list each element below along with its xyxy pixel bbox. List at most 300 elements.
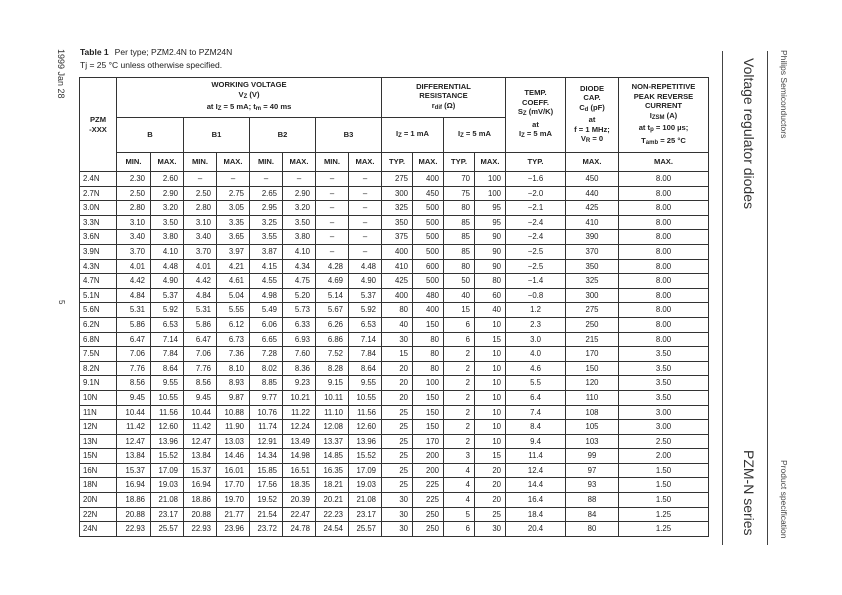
value-cell: 15.37 xyxy=(184,463,217,478)
value-cell: 93 xyxy=(566,478,619,493)
value-cell: −2.4 xyxy=(506,215,566,230)
value-cell: 108 xyxy=(566,405,619,420)
value-cell: 11.42 xyxy=(117,420,151,435)
value-cell: – xyxy=(316,172,349,187)
value-cell: 3.25 xyxy=(250,215,283,230)
value-cell: 12.24 xyxy=(283,420,316,435)
value-cell: 15.52 xyxy=(151,449,184,464)
value-cell: 30 xyxy=(382,493,413,508)
subheader-cell: MAX. xyxy=(151,153,184,172)
value-cell: 4.98 xyxy=(250,288,283,303)
document-date: 1999 Jan 28 xyxy=(56,49,66,99)
value-cell: −2.5 xyxy=(506,259,566,274)
value-cell: 85 xyxy=(444,215,475,230)
table-row xyxy=(80,361,709,376)
value-cell: 3.50 xyxy=(619,347,709,362)
value-cell: 4.42 xyxy=(117,274,151,289)
value-cell: 5.55 xyxy=(217,303,250,318)
value-cell: 8.4 xyxy=(506,420,566,435)
type-cell: 2.4N xyxy=(80,172,117,187)
value-cell: 15 xyxy=(475,449,506,464)
document-type: Product specification xyxy=(779,460,789,539)
type-cell: 9.1N xyxy=(80,376,117,391)
value-cell: 250 xyxy=(413,507,444,522)
value-cell: 99 xyxy=(566,449,619,464)
value-cell: 14.85 xyxy=(316,449,349,464)
value-cell: 150 xyxy=(413,405,444,420)
value-cell: 20.39 xyxy=(283,493,316,508)
header-working-voltage: WORKING VOLTAGE $V_Z$ (V) at $I_Z = 5$ mA; $t_m = 40$ ms xyxy=(117,78,382,118)
value-cell: 440 xyxy=(566,186,619,201)
value-cell: 11.10 xyxy=(316,405,349,420)
type-cell: 6.8N xyxy=(80,332,117,347)
value-cell: 10 xyxy=(475,434,506,449)
value-cell: 3.70 xyxy=(117,244,151,259)
value-cell: 7.28 xyxy=(250,347,283,362)
value-cell: 6.47 xyxy=(184,332,217,347)
value-cell: 2.50 xyxy=(619,434,709,449)
value-cell: 85 xyxy=(444,244,475,259)
value-cell: 300 xyxy=(382,186,413,201)
value-cell: 3.65 xyxy=(217,230,250,245)
value-cell: 4 xyxy=(444,493,475,508)
value-cell: 500 xyxy=(413,244,444,259)
value-cell: – xyxy=(349,172,382,187)
value-cell: 25 xyxy=(382,434,413,449)
value-cell: 80 xyxy=(413,332,444,347)
value-cell: 400 xyxy=(382,244,413,259)
value-cell: 5.92 xyxy=(151,303,184,318)
value-cell: 390 xyxy=(566,230,619,245)
type-cell: 8.2N xyxy=(80,361,117,376)
value-cell: 15 xyxy=(382,347,413,362)
group-iz-1ma: $I_Z = 1$ mA xyxy=(382,118,444,153)
value-cell: 19.03 xyxy=(349,478,382,493)
document-title: Voltage regulator diodes xyxy=(741,58,757,209)
value-cell: 97 xyxy=(566,463,619,478)
value-cell: 275 xyxy=(566,303,619,318)
value-cell: 11.56 xyxy=(349,405,382,420)
value-cell: 3.35 xyxy=(217,215,250,230)
subheader-cell: TYP. xyxy=(444,153,475,172)
type-cell: 7.5N xyxy=(80,347,117,362)
value-cell: 10 xyxy=(475,420,506,435)
value-cell: 13.37 xyxy=(316,434,349,449)
value-cell: 22.47 xyxy=(283,507,316,522)
value-cell: 80 xyxy=(413,347,444,362)
value-cell: 2.75 xyxy=(217,186,250,201)
value-cell: 10.88 xyxy=(217,405,250,420)
value-cell: 7.60 xyxy=(283,347,316,362)
value-cell: −2.5 xyxy=(506,244,566,259)
table-row xyxy=(80,230,709,245)
header-diode-cap: DIODE CAP. $C_d$ (pF) at f = 1 MHz; $V_R = 0$ xyxy=(566,78,619,153)
value-cell: 11.22 xyxy=(283,405,316,420)
value-cell: 8.85 xyxy=(250,376,283,391)
value-cell: – xyxy=(316,244,349,259)
value-cell: 100 xyxy=(475,172,506,187)
value-cell: 8.00 xyxy=(619,288,709,303)
value-cell: 6.53 xyxy=(349,317,382,332)
value-cell: 9.77 xyxy=(250,390,283,405)
subheader-cell: MAX. xyxy=(413,153,444,172)
value-cell: 60 xyxy=(475,288,506,303)
value-cell: 4 xyxy=(444,478,475,493)
value-cell: – xyxy=(349,244,382,259)
value-cell: – xyxy=(184,172,217,187)
value-cell: 1.50 xyxy=(619,493,709,508)
value-cell: 3.80 xyxy=(151,230,184,245)
type-cell: 15N xyxy=(80,449,117,464)
value-cell: 1.2 xyxy=(506,303,566,318)
table-label: Table 1 xyxy=(80,47,109,57)
value-cell: 10 xyxy=(475,317,506,332)
value-cell: 12.60 xyxy=(151,420,184,435)
value-cell: 6 xyxy=(444,332,475,347)
value-cell: 2.3 xyxy=(506,317,566,332)
value-cell: 8.00 xyxy=(619,201,709,216)
value-cell: 8.02 xyxy=(250,361,283,376)
value-cell: 3.50 xyxy=(619,376,709,391)
value-cell: 9.15 xyxy=(316,376,349,391)
value-cell: 40 xyxy=(475,303,506,318)
value-cell: 2.95 xyxy=(250,201,283,216)
value-cell: 2 xyxy=(444,434,475,449)
value-cell: 1.25 xyxy=(619,522,709,537)
value-cell: 7.84 xyxy=(151,347,184,362)
table-row xyxy=(80,478,709,493)
value-cell: 20 xyxy=(382,390,413,405)
value-cell: 4.01 xyxy=(184,259,217,274)
value-cell: 80 xyxy=(475,274,506,289)
value-cell: 275 xyxy=(382,172,413,187)
value-cell: 15 xyxy=(444,303,475,318)
value-cell: 8.93 xyxy=(217,376,250,391)
value-cell: 19.03 xyxy=(151,478,184,493)
value-cell: 12.60 xyxy=(349,420,382,435)
value-cell: 5.86 xyxy=(184,317,217,332)
header-temp-coeff: TEMP. COEFF. $S_Z$ (mV/K) at $I_Z = 5$ mA xyxy=(506,78,566,153)
value-cell: 18.86 xyxy=(117,493,151,508)
group-b3: B3 xyxy=(316,118,382,153)
value-cell: – xyxy=(316,201,349,216)
value-cell: 350 xyxy=(382,215,413,230)
type-cell: 3.9N xyxy=(80,244,117,259)
value-cell: 20 xyxy=(475,463,506,478)
value-cell: 6.86 xyxy=(316,332,349,347)
value-cell: 4.48 xyxy=(151,259,184,274)
value-cell: 19.70 xyxy=(217,493,250,508)
value-cell: 11.4 xyxy=(506,449,566,464)
value-cell: 7.36 xyxy=(217,347,250,362)
value-cell: 2.90 xyxy=(283,186,316,201)
value-cell: 12.91 xyxy=(250,434,283,449)
value-cell: 13.96 xyxy=(151,434,184,449)
value-cell: 7.52 xyxy=(316,347,349,362)
value-cell: – xyxy=(349,230,382,245)
value-cell: – xyxy=(283,172,316,187)
value-cell: 10 xyxy=(475,405,506,420)
value-cell: 200 xyxy=(413,463,444,478)
group-b2: B2 xyxy=(250,118,316,153)
value-cell: 6.93 xyxy=(283,332,316,347)
value-cell: 1.50 xyxy=(619,463,709,478)
value-cell: 4.34 xyxy=(283,259,316,274)
value-cell: 400 xyxy=(413,172,444,187)
value-cell: 6.12 xyxy=(217,317,250,332)
value-cell: 3.40 xyxy=(117,230,151,245)
value-cell: 3.50 xyxy=(619,361,709,376)
value-cell: 3.05 xyxy=(217,201,250,216)
value-cell: 120 xyxy=(566,376,619,391)
value-cell: 5.31 xyxy=(184,303,217,318)
value-cell: 20 xyxy=(475,478,506,493)
value-cell: 10.21 xyxy=(283,390,316,405)
value-cell: – xyxy=(349,201,382,216)
value-cell: 90 xyxy=(475,244,506,259)
value-cell: 500 xyxy=(413,274,444,289)
type-cell: 11N xyxy=(80,405,117,420)
value-cell: 4.69 xyxy=(316,274,349,289)
value-cell: 480 xyxy=(413,288,444,303)
subheader-cell: MAX. xyxy=(283,153,316,172)
value-cell: 25 xyxy=(475,507,506,522)
header-differential-resistance: DIFFERENTIAL RESISTANCE $r_{dif}$ (Ω) xyxy=(382,78,506,118)
value-cell: 5.67 xyxy=(316,303,349,318)
type-cell: 4.7N xyxy=(80,274,117,289)
value-cell: 4.90 xyxy=(151,274,184,289)
value-cell: 22.93 xyxy=(117,522,151,537)
value-cell: 10.55 xyxy=(151,390,184,405)
value-cell: – xyxy=(316,186,349,201)
value-cell: 500 xyxy=(413,230,444,245)
value-cell: – xyxy=(316,230,349,245)
value-cell: 7.06 xyxy=(117,347,151,362)
value-cell: 7.4 xyxy=(506,405,566,420)
value-cell: 3.00 xyxy=(619,405,709,420)
value-cell: 21.08 xyxy=(349,493,382,508)
value-cell: 22.93 xyxy=(184,522,217,537)
value-cell: 3.00 xyxy=(619,420,709,435)
value-cell: 17.09 xyxy=(151,463,184,478)
value-cell: 5.92 xyxy=(349,303,382,318)
value-cell: 80 xyxy=(444,259,475,274)
value-cell: 13.84 xyxy=(117,449,151,464)
value-cell: −0.8 xyxy=(506,288,566,303)
value-cell: 370 xyxy=(566,244,619,259)
value-cell: 10.76 xyxy=(250,405,283,420)
value-cell: −2.0 xyxy=(506,186,566,201)
value-cell: 6 xyxy=(444,317,475,332)
value-cell: 4.48 xyxy=(349,259,382,274)
table-row xyxy=(80,332,709,347)
value-cell: 20 xyxy=(382,376,413,391)
value-cell: 25 xyxy=(382,478,413,493)
value-cell: 150 xyxy=(566,361,619,376)
value-cell: 3.0 xyxy=(506,332,566,347)
value-cell: 2 xyxy=(444,347,475,362)
value-cell: 9.4 xyxy=(506,434,566,449)
value-cell: 6.53 xyxy=(151,317,184,332)
value-cell: – xyxy=(349,215,382,230)
value-cell: 4.84 xyxy=(184,288,217,303)
value-cell: 90 xyxy=(475,259,506,274)
value-cell: 18.4 xyxy=(506,507,566,522)
value-cell: 3.50 xyxy=(151,215,184,230)
value-cell: 3.10 xyxy=(117,215,151,230)
value-cell: 600 xyxy=(413,259,444,274)
value-cell: 12.08 xyxy=(316,420,349,435)
value-cell: 1.50 xyxy=(619,478,709,493)
value-cell: – xyxy=(349,186,382,201)
value-cell: 11.90 xyxy=(217,420,250,435)
value-cell: 16.94 xyxy=(117,478,151,493)
table-row xyxy=(80,274,709,289)
value-cell: 2.80 xyxy=(184,201,217,216)
value-cell: 7.76 xyxy=(117,361,151,376)
value-cell: 13.84 xyxy=(184,449,217,464)
table-row xyxy=(80,215,709,230)
value-cell: 9.55 xyxy=(349,376,382,391)
value-cell: 23.17 xyxy=(349,507,382,522)
value-cell: 4.10 xyxy=(151,244,184,259)
table-row xyxy=(80,390,709,405)
value-cell: 25 xyxy=(382,449,413,464)
value-cell: 20 xyxy=(475,493,506,508)
value-cell: 3.97 xyxy=(217,244,250,259)
value-cell: 3.40 xyxy=(184,230,217,245)
value-cell: – xyxy=(250,172,283,187)
value-cell: 9.23 xyxy=(283,376,316,391)
value-cell: 10.44 xyxy=(117,405,151,420)
value-cell: 4.61 xyxy=(217,274,250,289)
value-cell: 8.00 xyxy=(619,332,709,347)
table-row xyxy=(80,303,709,318)
value-cell: 3.87 xyxy=(250,244,283,259)
value-cell: 6.47 xyxy=(117,332,151,347)
subheader-cell: TYP. xyxy=(506,153,566,172)
value-cell: 4.21 xyxy=(217,259,250,274)
value-cell: 7.84 xyxy=(349,347,382,362)
value-cell: 8.00 xyxy=(619,244,709,259)
value-cell: 21.08 xyxy=(151,493,184,508)
value-cell: 15.52 xyxy=(349,449,382,464)
value-cell: 10 xyxy=(475,376,506,391)
type-cell: 6.2N xyxy=(80,317,117,332)
value-cell: 8.00 xyxy=(619,230,709,245)
value-cell: 25 xyxy=(382,463,413,478)
value-cell: 16.51 xyxy=(283,463,316,478)
value-cell: 18.86 xyxy=(184,493,217,508)
value-cell: 4.28 xyxy=(316,259,349,274)
value-cell: 7.76 xyxy=(184,361,217,376)
value-cell: 1.25 xyxy=(619,507,709,522)
value-cell: 450 xyxy=(566,172,619,187)
subheader-cell: MAX. xyxy=(619,153,709,172)
header-type: PZM -XXX xyxy=(80,78,117,172)
subheader-cell: MIN. xyxy=(250,153,283,172)
page-number: 5 xyxy=(57,300,66,305)
subheader-cell: MAX. xyxy=(475,153,506,172)
value-cell: 9.45 xyxy=(184,390,217,405)
type-cell: 5.6N xyxy=(80,303,117,318)
value-cell: 5 xyxy=(444,507,475,522)
value-cell: 20.88 xyxy=(184,507,217,522)
type-cell: 13N xyxy=(80,434,117,449)
value-cell: 5.73 xyxy=(283,303,316,318)
value-cell: 5.20 xyxy=(283,288,316,303)
value-cell: 20.4 xyxy=(506,522,566,537)
value-cell: 40 xyxy=(382,317,413,332)
value-cell: 400 xyxy=(413,303,444,318)
value-cell: 20.21 xyxy=(316,493,349,508)
value-cell: 6 xyxy=(444,522,475,537)
zener-spec-table xyxy=(79,77,709,537)
value-cell: – xyxy=(316,215,349,230)
series-name: PZM-N series xyxy=(741,450,757,536)
value-cell: 30 xyxy=(382,507,413,522)
value-cell: 4.15 xyxy=(250,259,283,274)
value-cell: 8.56 xyxy=(184,376,217,391)
value-cell: 84 xyxy=(566,507,619,522)
value-cell: 425 xyxy=(566,201,619,216)
value-cell: 11.42 xyxy=(184,420,217,435)
value-cell: 23.96 xyxy=(217,522,250,537)
table-row xyxy=(80,420,709,435)
subheader-cell: MIN. xyxy=(184,153,217,172)
value-cell: 10.11 xyxy=(316,390,349,405)
value-cell: 8.00 xyxy=(619,303,709,318)
type-cell: 3.0N xyxy=(80,201,117,216)
value-cell: 150 xyxy=(413,390,444,405)
value-cell: 6.06 xyxy=(250,317,283,332)
value-cell: 24.78 xyxy=(283,522,316,537)
value-cell: 8.64 xyxy=(151,361,184,376)
table-caption-text: Per type; PZM2.4N to PZM24N xyxy=(114,47,233,57)
value-cell: 23.72 xyxy=(250,522,283,537)
value-cell: 250 xyxy=(566,317,619,332)
value-cell: 2 xyxy=(444,420,475,435)
value-cell: 80 xyxy=(566,522,619,537)
value-cell: −1.4 xyxy=(506,274,566,289)
value-cell: 10.44 xyxy=(184,405,217,420)
subheader-cell: MIN. xyxy=(117,153,151,172)
value-cell: – xyxy=(217,172,250,187)
type-cell: 12N xyxy=(80,420,117,435)
value-cell: 3.10 xyxy=(184,215,217,230)
table-row xyxy=(80,463,709,478)
value-cell: 50 xyxy=(444,274,475,289)
table-row xyxy=(80,347,709,362)
value-cell: 4.75 xyxy=(283,274,316,289)
value-cell: 325 xyxy=(382,201,413,216)
value-cell: 4.55 xyxy=(250,274,283,289)
value-cell: 2.50 xyxy=(184,186,217,201)
value-cell: 110 xyxy=(566,390,619,405)
value-cell: 12.47 xyxy=(184,434,217,449)
value-cell: 5.86 xyxy=(117,317,151,332)
value-cell: 14.46 xyxy=(217,449,250,464)
value-cell: 11.74 xyxy=(250,420,283,435)
value-cell: 21.54 xyxy=(250,507,283,522)
value-cell: 4.0 xyxy=(506,347,566,362)
value-cell: 70 xyxy=(444,172,475,187)
value-cell: 8.56 xyxy=(117,376,151,391)
value-cell: 2 xyxy=(444,390,475,405)
divider-line xyxy=(767,51,768,545)
value-cell: 10 xyxy=(475,347,506,362)
value-cell: 170 xyxy=(413,434,444,449)
